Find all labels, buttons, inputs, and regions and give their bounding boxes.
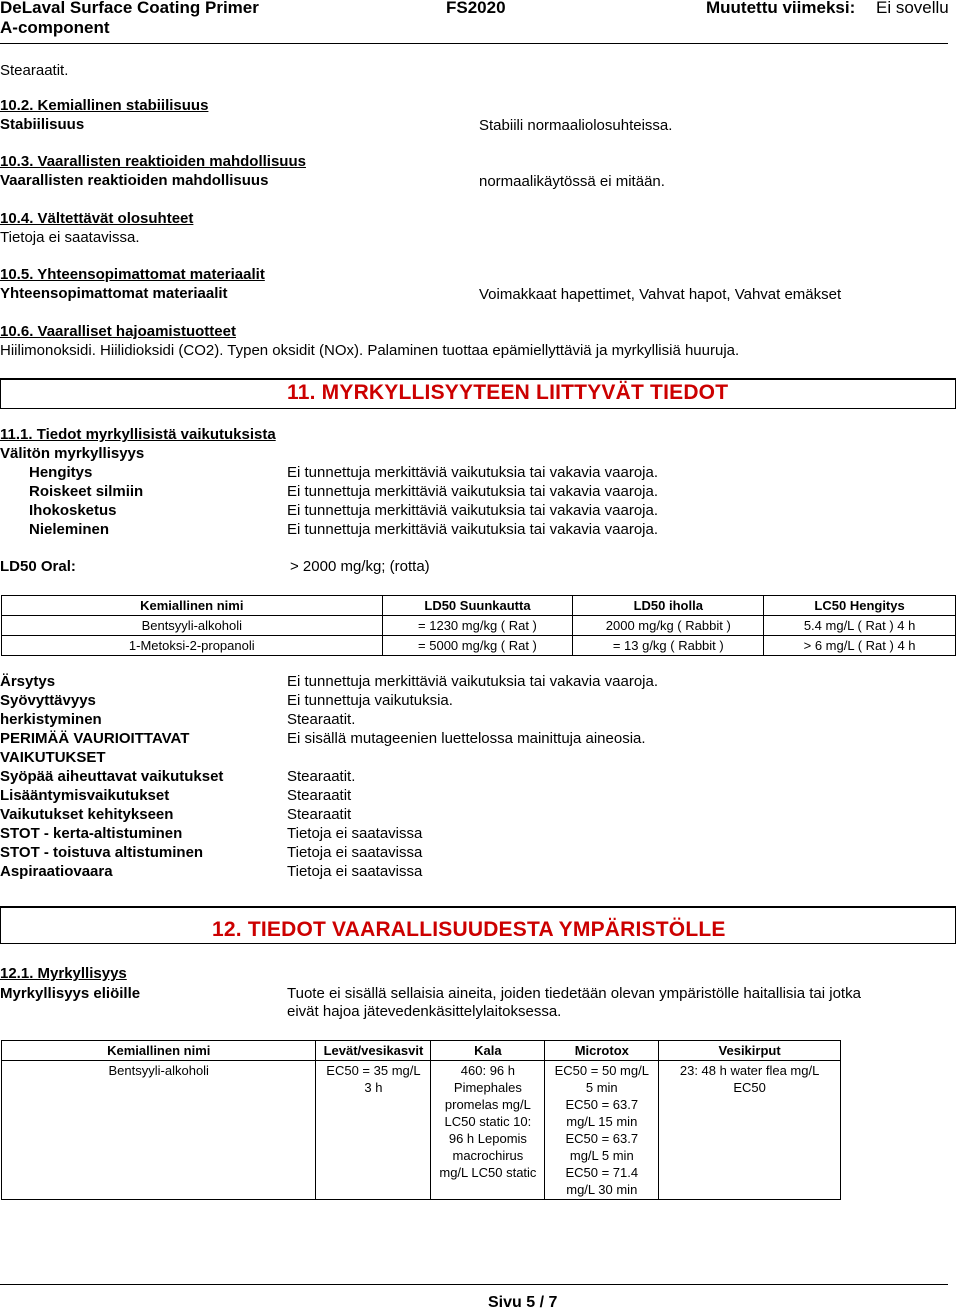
table-cell: > 6 mg/L ( Rat ) 4 h [764, 636, 956, 656]
prop-value-stot-single: Tietoja ei saatavissa [287, 825, 423, 842]
s12-heading: 12. TIEDOT VAARALLISUUDESTA YMPÄRISTÖLLE [212, 918, 726, 941]
toxicity-table [1, 595, 956, 656]
cell-line: 460: 96 h [460, 1063, 515, 1078]
s10-3-value: normaalikäytössä ei mitään. [479, 173, 665, 190]
prop-label-mutagenic-cont: VAIKUTUKSET [0, 749, 106, 766]
route-inhalation-label: Hengitys [29, 464, 93, 481]
s10-2-title: 10.2. Kemiallinen stabiilisuus [0, 97, 209, 114]
s10-4-text: Tietoja ei saatavissa. [0, 229, 140, 246]
cell-line: mg/L 15 min [566, 1114, 638, 1129]
cell-line: EC50 = 71.4 [565, 1165, 639, 1180]
s10-6-title: 10.6. Vaaralliset hajoamistuotteet [0, 323, 236, 340]
prop-value-carcinogenic: Stearaatit. [287, 768, 356, 785]
prop-value-developmental: Stearaatit [287, 806, 352, 823]
cell-line: mg/L 5 min [569, 1148, 634, 1163]
route-eye-label: Roiskeet silmiin [29, 483, 144, 500]
table-cell-algae [316, 1061, 431, 1200]
route-ingestion-value: Ei tunnettuja merkittäviä vaikutuksia tai vakavia vaaroja. [287, 521, 659, 538]
table-cell: = 1230 mg/kg ( Rat ) [382, 616, 573, 636]
s10-top-text: Stearaatit. [0, 62, 69, 79]
prop-label-reproductive: Lisääntymisvaikutukset [0, 787, 170, 804]
s10-3-title: 10.3. Vaarallisten reaktioiden mahdollisuus [0, 153, 306, 170]
s10-3-label: Vaarallisten reaktioiden mahdollisuus [0, 172, 269, 189]
col-header: Kemiallinen nimi [2, 1041, 316, 1061]
ecotoxicity-table [1, 1040, 841, 1200]
ld50-oral-label: LD50 Oral: [0, 558, 76, 575]
prop-value-mutagenic: Ei sisällä mutageenien luettelossa mainittuja aineosia. [287, 730, 646, 747]
prop-value-aspiration: Tietoja ei saatavissa [287, 863, 423, 880]
table-cell: 5.4 mg/L ( Rat ) 4 h [764, 616, 956, 636]
col-header: LD50 Suunkautta [382, 596, 573, 616]
table-cell: 1-Metoksi-2-propanoli [2, 636, 383, 656]
prop-label-corrosivity: Syövyttävyys [0, 692, 96, 709]
eco-toxicity-label: Myrkyllisyys eliöille [0, 985, 141, 1002]
s11-heading: 11. MYRKYLLISYYTEEN LIITTYVÄT TIEDOT [287, 381, 729, 404]
s12-1-title: 12.1. Myrkyllisyys [0, 965, 127, 982]
cell-line: LC50 static 10: [444, 1114, 532, 1129]
cell-line: 23: 48 h water flea mg/L [679, 1063, 820, 1078]
product-code: FS2020 [446, 0, 506, 17]
table-cell-microtox [545, 1061, 659, 1200]
cell-line: EC50 = 50 mg/L [554, 1063, 649, 1078]
s10-2-label: Stabiilisuus [0, 116, 85, 133]
route-inhalation-value: Ei tunnettuja merkittäviä vaikutuksia tai vakavia vaaroja. [287, 464, 659, 481]
prop-value-stot-repeated: Tietoja ei saatavissa [287, 844, 423, 861]
table-cell-daphnia [659, 1061, 841, 1200]
cell-line: EC50 [733, 1080, 766, 1095]
header-divider [0, 43, 948, 44]
acute-toxicity-label: Välitön myrkyllisyys [0, 445, 145, 462]
col-header: Levät/vesikasvit [316, 1041, 431, 1061]
cell-line: macrochirus [452, 1148, 524, 1163]
prop-value-reproductive: Stearaatit [287, 787, 352, 804]
table-header-row [2, 596, 956, 616]
col-header: Kala [431, 1041, 545, 1061]
prop-label-stot-single: STOT - kerta-altistuminen [0, 825, 183, 842]
prop-label-developmental: Vaikutukset kehitykseen [0, 806, 174, 823]
col-header: Vesikirput [659, 1041, 841, 1061]
revised-label: Muutettu viimeksi: [706, 0, 856, 17]
prop-label-aspiration: Aspiraatiovaara [0, 863, 113, 880]
page-number: Sivu 5 / 7 [488, 1294, 558, 1311]
prop-label-carcinogenic: Syöpää aiheuttavat vaikutukset [0, 768, 224, 785]
col-header: LD50 iholla [573, 596, 764, 616]
cell-line: EC50 = 35 mg/L [326, 1063, 421, 1078]
cell-line: 5 min [585, 1080, 618, 1095]
s10-4-title: 10.4. Vältettävät olosuhteet [0, 210, 194, 227]
table-row [2, 1061, 841, 1200]
s11-1-title: 11.1. Tiedot myrkyllisistä vaikutuksista [0, 426, 276, 443]
s10-6-text: Hiilimonoksidi. Hiilidioksidi (CO2). Typen oksidit (NOx). Palaminen tuottaa epämiellyttäviä ja myrkyllisiä huuruja. [0, 342, 740, 359]
eco-toxicity-line2: eivät hajoa jätevedenkäsittelylaitoksessa. [287, 1003, 562, 1020]
col-header: Microtox [545, 1041, 659, 1061]
prop-value-corrosivity: Ei tunnettuja vaikutuksia. [287, 692, 453, 709]
table-row [2, 636, 956, 656]
table-cell: = 13 g/kg ( Rabbit ) [573, 636, 764, 656]
table-cell: Bentsyyli-alkoholi [2, 616, 383, 636]
eco-toxicity-line1: Tuote ei sisällä sellaisia aineita, joiden tiedetään olevan ympäristölle haitallisia tai jotka [287, 985, 861, 1002]
cell-line: mg/L 30 min [566, 1182, 638, 1197]
s10-2-value: Stabiili normaaliolosuhteissa. [479, 117, 673, 134]
prop-label-mutagenic: PERIMÄÄ VAURIOITTAVAT [0, 730, 190, 747]
cell-line: Pimephales [453, 1080, 522, 1095]
cell-line: mg/L LC50 static [439, 1165, 537, 1180]
prop-label-irritation: Ärsytys [0, 673, 56, 690]
route-skin-label: Ihokosketus [29, 502, 117, 519]
col-header: LC50 Hengitys [764, 596, 956, 616]
s10-5-value: Voimakkaat hapettimet, Vahvat hapot, Vahvat emäkset [479, 286, 842, 303]
col-header: Kemiallinen nimi [2, 596, 383, 616]
table-cell: = 5000 mg/kg ( Rat ) [382, 636, 573, 656]
prop-value-sensitization: Stearaatit. [287, 711, 356, 728]
prop-label-stot-repeated: STOT - toistuva altistuminen [0, 844, 204, 861]
cell-line: EC50 = 63.7 [565, 1097, 639, 1112]
cell-line: 3 h [364, 1080, 383, 1095]
table-header-row [2, 1041, 841, 1061]
revised-value: Ei sovellu [876, 0, 949, 17]
route-ingestion-label: Nieleminen [29, 521, 110, 538]
table-row [2, 616, 956, 636]
product-name: DeLaval Surface Coating Primer [0, 0, 259, 17]
table-cell: Bentsyyli-alkoholi [2, 1061, 316, 1200]
cell-line: promelas mg/L [444, 1097, 531, 1112]
s10-5-title: 10.5. Yhteensopimattomat materiaalit [0, 266, 265, 283]
cell-line: EC50 = 63.7 [565, 1131, 639, 1146]
table-cell: 2000 mg/kg ( Rabbit ) [573, 616, 764, 636]
component-name: A-component [0, 18, 110, 37]
cell-line: 96 h Lepomis [448, 1131, 527, 1146]
route-eye-value: Ei tunnettuja merkittäviä vaikutuksia tai vakavia vaaroja. [287, 483, 659, 500]
route-skin-value: Ei tunnettuja merkittäviä vaikutuksia tai vakavia vaaroja. [287, 502, 659, 519]
table-cell-fish [431, 1061, 545, 1200]
footer-divider [0, 1284, 948, 1285]
s10-5-label: Yhteensopimattomat materiaalit [0, 285, 228, 302]
prop-value-irritation: Ei tunnettuja merkittäviä vaikutuksia tai vakavia vaaroja. [287, 673, 659, 690]
prop-label-sensitization: herkistyminen [0, 711, 102, 728]
ld50-oral-value: > 2000 mg/kg; (rotta) [290, 558, 430, 575]
